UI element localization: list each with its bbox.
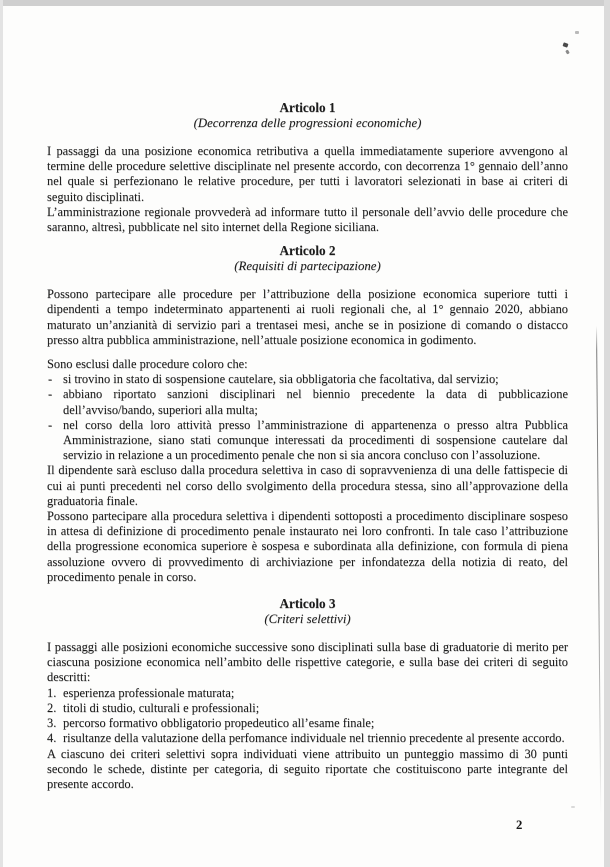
list-item-text: esperienza professionale maturata; — [63, 685, 235, 700]
article-2-subtitle: (Requisiti di partecipazione) — [234, 258, 381, 273]
pen-mark — [565, 50, 570, 55]
paragraph: A ciascuno dei criteri selettivi sopra individuati viene attribuito un punteggio massimo di 30 punti secondo le schede, distinte per categoria, di seguito riportate che costituiscono parte integrante del presente accordo. — [47, 746, 568, 791]
paragraph: L’amministrazione regionale provvederà ad informare tutto il personale dell’avvio delle procedure che saranno, altresì, pubblicate nel sito internet della Regione siciliana. — [47, 204, 568, 235]
numbered-list-item — [47, 701, 568, 716]
list-item-number: 1. — [47, 685, 57, 700]
numbered-list-item — [47, 716, 568, 731]
scan-artifact-line — [596, 326, 602, 814]
list-item-text: abbiano riportato sanzioni disciplinari nel biennio precedente la data di pubblicazione dell’avviso/bando, superiori alla multa; — [63, 387, 568, 417]
list-item-text: si trovino in stato di sospensione cautelare, sia obbligatoria che facoltativa, dal servizio; — [63, 372, 499, 387]
article-2-title: Articolo 2 — [279, 243, 336, 259]
paragraph: I passaggi da una posizione economica retributiva a quella immediatamente superiore avvengono al termine delle procedure selettive disciplinate nel presente accordo, con decorrenza 1° gennaio dell’anno nel quale si perfezionano le relative procedure, per tutti i lavoratori selezionati in base ai criteri di seguito disciplinati. — [47, 144, 568, 204]
page-number: 2 — [516, 818, 523, 832]
list-item-text: nel corso della loro attività presso l’amministrazione di appartenenza o presso altra Pubblica Amministrazione, siano stati comunque interessati da procedimenti di sospensione cautelare dal servizio in relazione a un procedimento penale che non si sia ancora concluso con l’assoluzione. — [63, 417, 568, 463]
paragraph: Possono partecipare alle procedure per l’attribuzione della posizione economica superiore tutti i dipendenti a tempo indeterminato appartenenti ai ruoli regionali che, al 1° gennaio 2020, abbiano maturato un’anzianità di servizio pari a trentasei mesi, anche se in posizione di comando o distacco presso altra pubblica amministrazione, nell’attuale posizione economica in godimento. — [47, 287, 568, 347]
list-item — [47, 372, 568, 387]
list-item — [47, 418, 568, 464]
article-2 — [47, 243, 568, 585]
article-3 — [47, 596, 568, 792]
article-1-subtitle: (Decorrenza delle progressioni economiche) — [193, 115, 422, 130]
list-item-marker: - — [48, 417, 53, 432]
paragraph: Possono partecipare alla procedura selettiva i dipendenti sottoposti a procedimento disciplinare sospeso in attesa di definizione di procedimento penale instaurato nei loro confronti. In tale caso l’attribuzione della progressione economica superiore è sospesa e subordinata alla definizione, con formula di piena assoluzione ovvero di provvedimento di archiviazione per infondatezza della notizia di reato, del procedimento penale in corso. — [47, 509, 568, 584]
scan-edge-left — [0, 0, 3, 867]
paragraph: I passaggi alle posizioni economiche successive sono disciplinati sulla base di graduatorie di merito per ciascuna posizione economica nell’ambito delle rispettive categorie, e sulla base dei criteri di seguito descritti: — [47, 640, 568, 685]
article-1 — [47, 100, 568, 235]
document-content — [47, 100, 568, 792]
pen-mark — [575, 31, 579, 34]
list-item-marker: - — [48, 372, 53, 387]
pen-mark — [571, 806, 575, 808]
article-1-title: Articolo 1 — [279, 100, 336, 115]
numbered-list-item — [47, 686, 568, 701]
list-item-text: percorso formativo obbligatorio propedeutico all’esame finale; — [63, 716, 375, 731]
exclusion-list-intro: Sono esclusi dalle procedure coloro che: — [47, 357, 248, 372]
list-item-marker: - — [48, 387, 53, 402]
list-item-number: 2. — [47, 700, 57, 715]
article-3-subtitle: (Criteri selettivi) — [264, 611, 351, 626]
scan-edge-right — [604, 0, 610, 867]
list-item-text: titoli di studio, culturali e professionali; — [63, 700, 260, 715]
list-item-number: 3. — [47, 716, 57, 731]
pen-mark — [562, 42, 568, 47]
scan-edge-top — [0, 0, 610, 6]
list-item — [47, 387, 568, 417]
list-item-number: 4. — [47, 731, 57, 746]
article-3-title: Articolo 3 — [279, 596, 336, 612]
numbered-list-item — [47, 731, 568, 746]
paragraph: Il dipendente sarà escluso dalla procedura selettiva in caso di sopravvenienza di una delle fattispecie di cui ai punti precedenti nel corso dello svolgimento della procedura stessa, sino all’approvazione della graduatoria finale. — [47, 463, 568, 508]
list-item-text: risultanze della valutazione della perfomance individuale nel triennio precedente al presente accordo. — [63, 731, 565, 746]
